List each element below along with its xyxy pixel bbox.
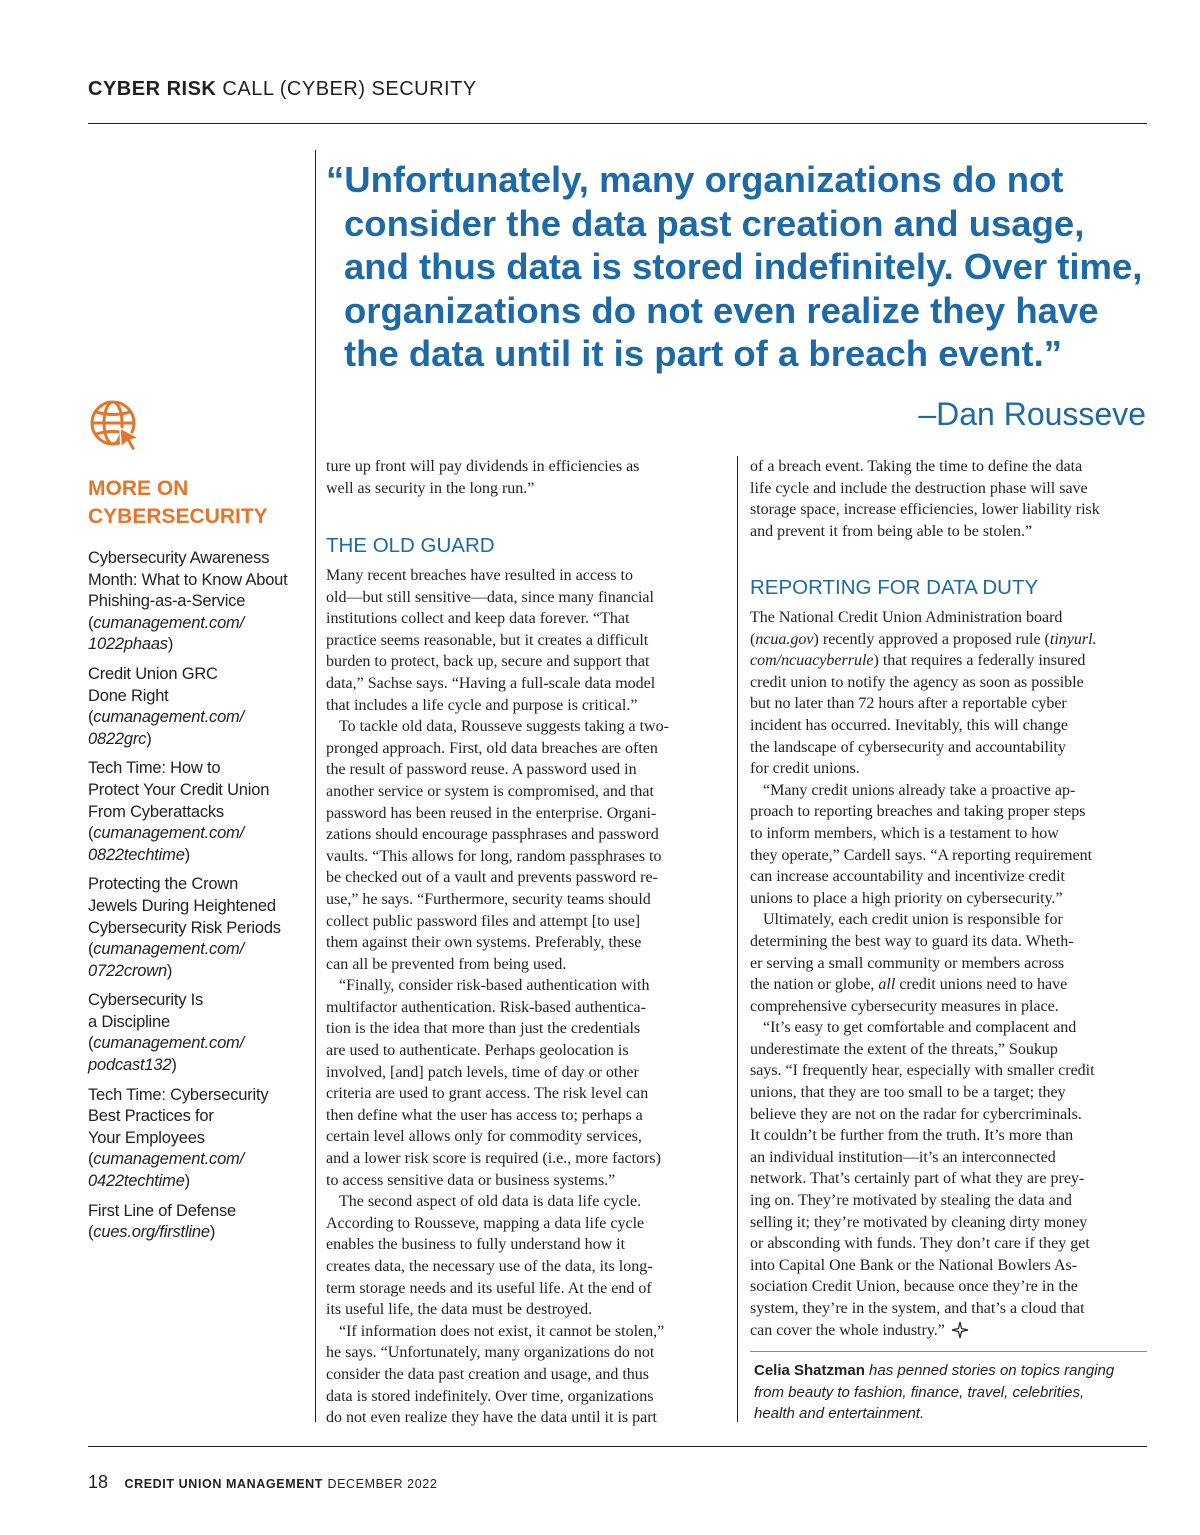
sidebar-link-title: Tech Time: How to	[88, 759, 221, 778]
section-subtitle: CALL (CYBER) SECURITY	[222, 78, 477, 100]
body-line: incident has occurred. Inevitably, this will change	[750, 716, 1068, 734]
body-line: enables the business to fully understand how it	[326, 1236, 626, 1254]
bio-divider	[750, 1351, 1147, 1352]
body-line: storage space, increase efficiencies, lower liability risk	[750, 501, 1100, 519]
body-line: its useful life, the data must be destroyed.	[326, 1301, 593, 1319]
body-line: or absconding with funds. They don’t care if they get	[750, 1235, 1090, 1253]
body-line: sociation Credit Union, because once they’re in the	[750, 1278, 1078, 1296]
body-line: well as security in the long run.”	[326, 479, 535, 497]
pull-quote-line: organizations do not even realize they have	[344, 289, 1099, 331]
author-bio	[754, 1360, 1146, 1425]
sidebar-link-title: Cybersecurity Risk Periods	[88, 918, 281, 937]
body-line: data is stored indefinitely. Over time, organizations	[326, 1387, 654, 1405]
body-line: pronged approach. First, old data breaches are often	[326, 739, 658, 757]
sidebar-link-title: Protecting the Crown	[88, 875, 239, 894]
body-line: practice seems reasonable, but it creates a difficult	[326, 631, 649, 649]
body-line: collect public password files and attempt [to use]	[326, 912, 641, 930]
body-line: then define what the user has access to; perhaps a	[326, 1106, 643, 1124]
sidebar-link-title: Jewels During Heightened	[88, 896, 276, 915]
body-line: and prevent it from being able to be stolen.”	[750, 522, 1033, 540]
article-column-2-body	[750, 607, 1146, 1341]
sidebar-link-title: Protect Your Credit Union	[88, 780, 270, 799]
body-line: life cycle and include the destruction phase will save	[750, 479, 1088, 497]
sidebar-link-title: Phishing-as-a-Service	[88, 592, 246, 611]
body-line: com/ncuacyberrule) that requires a federally insured	[750, 652, 1086, 670]
body-line: The National Credit Union Administration board	[750, 609, 1063, 626]
body-line: er serving a small community or members across	[750, 954, 1065, 972]
footer-divider	[88, 1446, 1147, 1447]
sidebar-link-title: Tech Time: Cybersecurity	[88, 1085, 269, 1104]
body-line: are used to authenticate. Perhaps geolocation is	[326, 1042, 629, 1060]
body-line: password has been reused in the enterprise. Organi-	[326, 804, 657, 822]
sidebar-link-url[interactable]: 1022phaas	[88, 635, 168, 654]
body-line: The second aspect of old data is data life cycle.	[339, 1193, 642, 1211]
bio-text: has penned stories on topics ranging	[864, 1362, 1115, 1379]
body-line: can all be prevented from being used.	[326, 955, 567, 973]
body-line: old—but still sensitive—data, since many financial	[326, 588, 654, 606]
sidebar-link-title: Month: What to Know About	[88, 570, 288, 589]
body-line: network. That’s certainly part of what they are prey-	[750, 1170, 1085, 1188]
issue-date: DECEMBER 2022	[327, 1477, 438, 1491]
sidebar-link-url[interactable]: cumanagement.com/	[93, 1034, 244, 1053]
body-line: and a lower risk score is required (i.e., more factors)	[326, 1150, 661, 1168]
body-line: comprehensive cybersecurity measures in place.	[750, 997, 1059, 1015]
sidebar-link-phishing[interactable]: Cybersecurity Awareness Month: What to Know About Phishing-as-a-Service (cumanagement.com/ 1022phaas)	[88, 548, 306, 656]
sidebar-link-url[interactable]: 0422techtime	[88, 1172, 185, 1191]
body-line: According to Rousseve, mapping a data life cycle	[326, 1214, 645, 1232]
body-line: term storage needs and its useful life. At the end of	[326, 1279, 652, 1297]
sidebar-link-url[interactable]: cumanagement.com/	[93, 1150, 244, 1169]
pull-quote-line: and thus data is stored indefinitely. Over time,	[344, 246, 1143, 287]
subheading-old-guard: THE OLD GUARD	[326, 534, 495, 557]
sidebar-link-title: a Discipline	[88, 1012, 170, 1031]
sidebar-link-title: Best Practices for	[88, 1107, 214, 1126]
sidebar-link-list	[88, 548, 306, 1252]
sidebar-link-title: Cybersecurity Is	[88, 991, 204, 1010]
sidebar-link-techtime-0822[interactable]: Tech Time: How to Protect Your Credit Union From Cyberattacks (cumanagement.com/ 0822techtime)	[88, 758, 306, 866]
body-line: “If information does not exist, it cannot be stolen,”	[339, 1322, 665, 1340]
pull-quote-line: consider the data past creation and usage,	[344, 202, 1085, 244]
section-title: CYBER RISK	[88, 78, 217, 100]
body-line: the result of password reuse. A password used in	[326, 761, 637, 779]
body-line: To tackle old data, Rousseve suggests taking a two-	[339, 718, 669, 736]
body-line: for credit unions.	[750, 760, 860, 778]
body-line: burden to protect, back up, secure and support that	[326, 653, 650, 671]
sidebar-link-title: From Cyberattacks	[88, 802, 224, 821]
subheading-reporting: REPORTING FOR DATA DUTY	[750, 576, 1039, 599]
body-line: zations should encourage passphrases and password	[326, 826, 659, 844]
article-column-2	[750, 456, 1146, 542]
body-line: an individual institution—it’s an interconnected	[750, 1148, 1056, 1166]
sidebar-link-title: Done Right	[88, 686, 169, 705]
body-line: It couldn’t be further from the truth. It’s more than	[750, 1127, 1074, 1145]
page-footer	[88, 1472, 437, 1493]
body-line: tion is the idea that more than just the credentials	[326, 1020, 641, 1038]
body-line: ture up front will pay dividends in efficiencies as	[326, 458, 640, 475]
sidebar-link-title: Your Employees	[88, 1128, 205, 1147]
body-line: certain level allows only for commodity services,	[326, 1128, 642, 1146]
sidebar-link-firstline[interactable]: First Line of Defense (cues.org/firstline)	[88, 1201, 306, 1244]
body-line: the landscape of cybersecurity and accountability	[750, 738, 1066, 756]
ncua-link[interactable]: ncua.gov	[755, 630, 814, 648]
body-line: Ultimately, each credit union is responsible for	[763, 911, 1063, 929]
sidebar-link-url[interactable]: podcast132	[88, 1056, 172, 1075]
body-line: be checked out of a vault and prevents password re-	[326, 869, 658, 887]
sidebar-link-url[interactable]: cumanagement.com/	[93, 708, 244, 727]
body-line: selling it; they’re motivated by cleaning dirty money	[750, 1213, 1088, 1231]
sidebar-title-line: MORE ON	[88, 477, 189, 500]
column-divider-right	[737, 456, 738, 1422]
body-line: into Capital One Bank or the National Bowlers As-	[750, 1256, 1078, 1274]
body-line: determining the best way to guard its data. Wheth-	[750, 932, 1074, 950]
page-number: 18	[88, 1472, 109, 1492]
body-line: “It’s easy to get comfortable and complacent and	[763, 1019, 1077, 1037]
body-line: data,” Sachse says. “Having a full-scale data model	[326, 674, 656, 692]
sidebar-link-url[interactable]: 0822grc	[88, 729, 147, 748]
body-line: vaults. “This allows for long, random passphrases to	[326, 847, 662, 865]
bio-text: health and entertainment.	[754, 1405, 925, 1422]
sidebar-title	[88, 475, 268, 531]
body-line: (ncua.gov) recently approved a proposed rule (tinyurl.	[750, 630, 1097, 648]
body-line: system, they’re in the system, and that’s a cloud that	[750, 1300, 1085, 1317]
sidebar-link-url[interactable]: cumanagement.com/	[93, 613, 244, 632]
sidebar-title-line: CYBERSECURITY	[88, 505, 268, 528]
body-line: says. “I frequently hear, especially with smaller credit	[750, 1062, 1095, 1080]
body-line: them against their own systems. Preferably, these	[326, 934, 642, 952]
sidebar-link-url[interactable]: cues.org/firstline	[93, 1223, 210, 1242]
body-line: the nation or globe, all credit unions need to have	[750, 976, 1068, 994]
pull-quote-attribution: –Dan Rousseve	[918, 396, 1146, 432]
body-line: do not even realize they have the data until it is part	[326, 1409, 657, 1427]
body-line: use,” he says. “Furthermore, security teams should	[326, 890, 651, 908]
sidebar-link-url[interactable]: cumanagement.com/	[93, 824, 244, 843]
tinyurl-link[interactable]: tinyurl.	[1049, 630, 1097, 648]
body-line: another service or system is compromised, and that	[326, 782, 654, 800]
header-divider	[88, 123, 1147, 124]
section-header	[88, 78, 477, 101]
sidebar-link-discipline[interactable]: Cybersecurity Is a Discipline (cumanagement.com/ podcast132)	[88, 990, 306, 1076]
pull-quote-line: “Unfortunately, many organizations do not	[326, 159, 1064, 200]
pull-quote-line: the data until it is part of a breach event.”	[344, 333, 1062, 374]
body-line: “Many credit unions already take a proactive ap-	[763, 781, 1076, 799]
body-line: credit union to notify the agency as soon as possible	[750, 673, 1084, 691]
body-line: but no later than 72 hours after a reportable cyber	[750, 695, 1067, 713]
sidebar-link-crown[interactable]: Protecting the Crown Jewels During Heightened Cybersecurity Risk Periods (cumanagement.com/ 0722crown)	[88, 874, 306, 982]
body-line: can cover the whole industry.”	[750, 1320, 1146, 1342]
sidebar-link-title: Cybersecurity Awareness	[88, 549, 270, 567]
body-line: to inform members, which is a testament to how	[750, 824, 1059, 842]
body-line: institutions collect and keep data forever. “That	[326, 610, 630, 628]
sidebar-link-title: First Line of Defense	[88, 1201, 237, 1220]
magazine-name: CREDIT UNION MANAGEMENT	[124, 1477, 324, 1491]
body-line: criteria are used to grant access. The risk level can	[326, 1085, 649, 1103]
sidebar-link-url[interactable]: 0822techtime	[88, 845, 185, 864]
article-column-1	[326, 456, 722, 499]
body-line: that includes a life cycle and purpose is critical.”	[326, 696, 638, 714]
body-line: underestimate the extent of the threats,” Soukup	[750, 1040, 1058, 1058]
body-line: can increase accountability and incentivize credit	[750, 868, 1065, 886]
article-column-1-body	[326, 565, 722, 1429]
bio-text: from beauty to fashion, finance, travel, celebrities,	[754, 1383, 1085, 1401]
sidebar-link-grc[interactable]: Credit Union GRC Done Right (cumanagement.com/ 0822grc)	[88, 664, 306, 750]
body-line: he says. “Unfortunately, many organizations do not	[326, 1344, 655, 1362]
body-line: to access sensitive data or business systems.”	[326, 1171, 616, 1189]
pull-quote	[326, 158, 1156, 376]
body-line: believe they are not on the radar for cybercriminals.	[750, 1105, 1082, 1123]
sidebar-link-title: Credit Union GRC	[88, 664, 218, 683]
sidebar-link-techtime-0422[interactable]: Tech Time: Cybersecurity Best Practices for Your Employees (cumanagement.com/ 0422techtime)	[88, 1085, 306, 1193]
body-line: consider the data past creation and usage, and thus	[326, 1365, 649, 1383]
body-line: Many recent breaches have resulted in access to	[326, 567, 633, 584]
tinyurl-link-cont[interactable]: com/ncuacyberrule	[750, 652, 874, 670]
sidebar-link-url[interactable]: cumanagement.com/	[93, 940, 244, 959]
body-line: ing on. They’re motivated by stealing the data and	[750, 1192, 1072, 1210]
body-line: multifactor authentication. Risk-based authentica-	[326, 998, 646, 1016]
globe-cursor-icon	[88, 398, 142, 452]
column-divider-left	[315, 150, 316, 1422]
body-line: unions to place a high priority on cybersecurity.”	[750, 889, 1063, 907]
sidebar-link-url[interactable]: 0722crown	[88, 961, 167, 980]
body-line: of a breach event. Taking the time to define the data	[750, 458, 1083, 475]
body-line: “Finally, consider risk-based authentication with	[339, 977, 650, 995]
body-line: they operate,” Cardell says. “A reporting requirement	[750, 846, 1093, 864]
body-line: creates data, the necessary use of the data, its long-	[326, 1258, 653, 1275]
end-mark-icon	[951, 1321, 969, 1339]
body-line: proach to reporting breaches and taking proper steps	[750, 803, 1086, 821]
body-line: involved, [and] patch levels, time of day or other	[326, 1063, 639, 1081]
body-line: unions, that they are too small to be a target; they	[750, 1084, 1066, 1102]
author-name: Celia Shatzman	[754, 1362, 865, 1379]
